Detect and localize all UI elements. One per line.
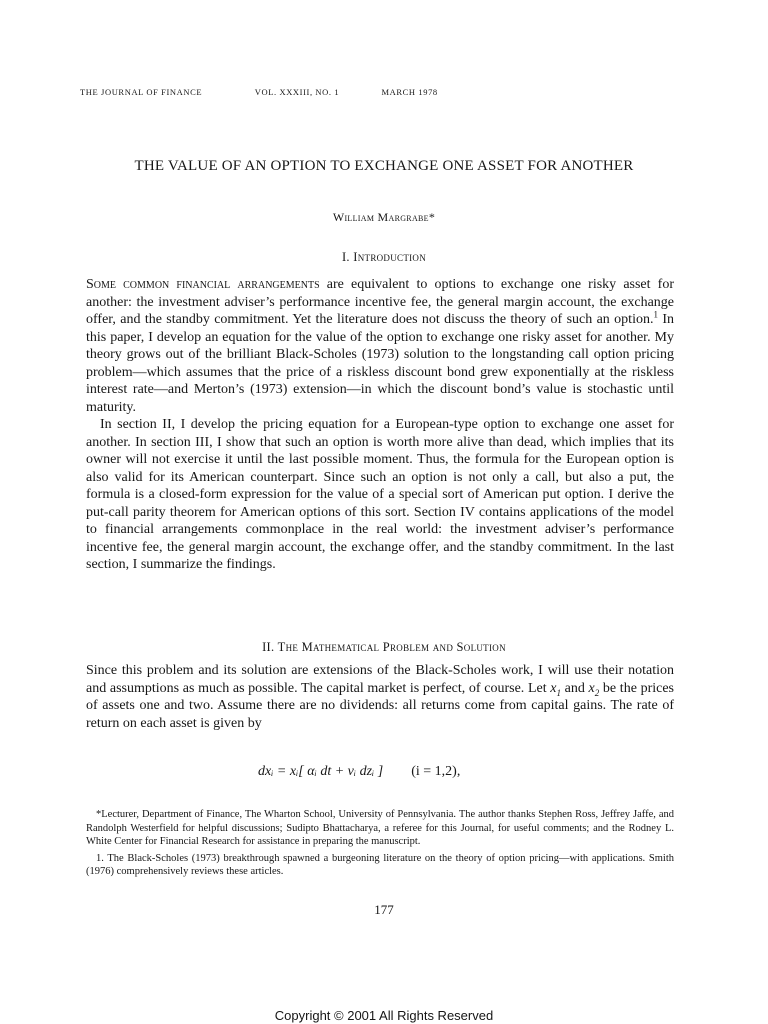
problem-body (86, 662, 674, 732)
equation-body: dxᵢ = xᵢ[ αᵢ dt + vᵢ dzᵢ ] (258, 764, 384, 779)
footnote-1: 1. The Black-Scholes (1973) breakthrough spawned a burgeoning literature on the theory of option pricing—with applications. Smith (1976) comprehensively reviews these articles. (86, 852, 674, 877)
footnotes (86, 808, 674, 882)
introduction-body (86, 276, 674, 574)
section-heading-problem-solution: II. The Mathematical Problem and Solution (262, 640, 506, 654)
running-head-date: MARCH 1978 (381, 87, 438, 97)
intro-text-b: In this paper, I develop an equation for the value of the option to exchange one risky asset for another. My theory grows out of the brilliant Black-Scholes (1973) solution to the longstanding call option pricing problem—which assumes that the price of a riskless discount bond grew exponentially at the riskless interest rate—and Merton’s (1973) extension—in which the discount bond’s value is stochastic until maturity. (86, 312, 674, 415)
var-x2-subscript: 2 (594, 687, 600, 698)
intro-lead-in: Some common financial arrangements (86, 277, 320, 292)
footnote-ref-1: 1 (653, 309, 658, 320)
article-title: THE VALUE OF AN OPTION TO EXCHANGE ONE ASSET FOR ANOTHER (134, 158, 634, 174)
problem-text-c: be the prices of assets one and two. Assume there are no dividends: all returns come from capital gains. The rate of return on each asset is given by (86, 680, 674, 731)
article-author: William Margrabe* (332, 210, 436, 224)
running-head-volume: VOL. XXXIII, NO. 1 (254, 87, 340, 97)
footnote-author: *Lecturer, Department of Finance, The Wharton School, University of Pennsylvania. The author thanks Stephen Ross, Jeffrey Jaffe, and Randolph Westerfield for helpful discussions; Sudipto Bhattacharya, a referee for this Journal, for useful comments; and the Rodney L. White Center for Financial Research for assistance in preparing the manuscript. (86, 809, 674, 847)
return-equation (258, 764, 558, 780)
problem-text-a: Since this problem and its solution are extensions of the Black-Scholes work, I will use their notation and assumptions as much as possible. The capital market is perfect, of course. Let (86, 663, 674, 696)
running-head (80, 87, 480, 97)
var-x1-subscript: 1 (556, 687, 561, 698)
running-head-journal: THE JOURNAL OF FINANCE (80, 87, 203, 97)
problem-text-b: and (561, 680, 589, 696)
var-x1: x (550, 680, 557, 696)
intro-paragraph-2: In section II, I develop the pricing equation for a European-type option to exchange one asset for another. In section III, I show that such an option is worth more alive than dead, which implies that its owner will not exercise it until the last possible moment. Thus, the formula for the European option is also valid for its American counterpart. Since such an option is not only a call, but also a put, the formula is a closed-form expression for the value of a special sort of American put option. I derive the put-call parity theorem for American options of this sort. Section IV contains applications of the model to financial arrangements commonplace in the real world: the investment adviser’s performance incentive fee, the general margin account, the exchange offer, and the standby commitment. In the last section, I summarize the findings. (86, 417, 674, 572)
var-x2: x (588, 680, 595, 696)
intro-paragraph-1 (86, 276, 674, 416)
problem-paragraph (86, 662, 674, 732)
equation-index: (i = 1,2), (411, 764, 461, 779)
section-heading-introduction: I. Introduction (341, 250, 427, 264)
copyright-notice: Copyright © 2001 All Rights Reserved (274, 1008, 494, 1023)
page-number: 177 (374, 902, 394, 917)
intro-text-a: are equivalent to options to exchange one risky asset for another: the investment adviser’s performance incentive fee, the general margin account, the exchange offer, and the standby commitment. Yet the literature does not discuss the theory of such an option. (86, 277, 674, 327)
